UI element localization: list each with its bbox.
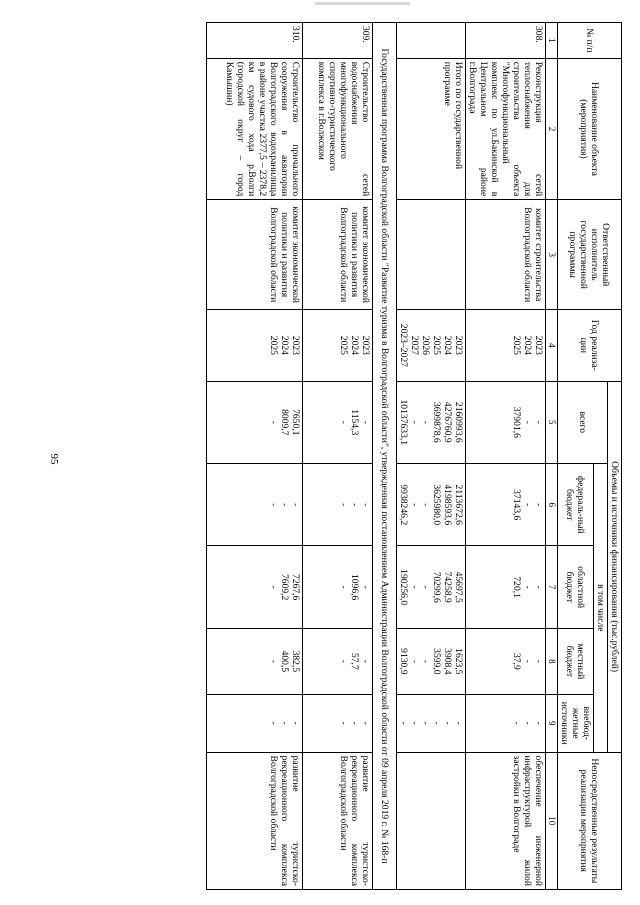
value: - — [398, 721, 410, 725]
header-num: № п/п — [557, 23, 621, 59]
column-index: 7 — [546, 546, 557, 628]
value: - — [409, 585, 421, 589]
result-cell: развитие туристско-рекреационного комплекса Волгоградской области — [303, 752, 373, 889]
regional-cell — [397, 546, 466, 628]
value: 382,5 — [290, 650, 302, 673]
year: 2023 — [453, 335, 465, 355]
row-number: 308. — [466, 23, 546, 59]
value: - — [409, 721, 421, 725]
value: 7609,2 — [279, 573, 291, 601]
result-cell: развитие туристско-рекреационного комплекса Волгоградской области — [207, 752, 303, 889]
total-cell — [397, 381, 466, 463]
year: 2025 — [338, 335, 349, 355]
column-index: 10 — [546, 752, 557, 889]
total-cell — [466, 381, 546, 463]
value: - — [268, 585, 279, 589]
object-name: Строительство причального сооружения в акватории Волгоградского водохранилища в районе участка 2377,5 – 2378,2 км судового хода р.Волги (городской округ – город Камышин) — [207, 58, 303, 200]
value: 3699878,6 — [431, 401, 443, 443]
total-label: Итого по государственной программе — [397, 58, 466, 200]
value: - — [420, 503, 432, 507]
extrabudget-cell — [466, 694, 546, 752]
header-year: Год реализа-ции — [557, 310, 621, 381]
object-name: Строительство сетей водоснабжения многофункционального спортивно-туристического комплекса в г.Волжском — [303, 58, 373, 200]
total-cell — [207, 381, 303, 463]
executor: комитет строительства Волгоградской области — [466, 200, 546, 310]
regional-cell — [207, 546, 303, 628]
column-index: 9 — [546, 694, 557, 752]
value: - — [268, 659, 279, 663]
value: - — [522, 659, 534, 663]
federal-cell — [207, 464, 303, 546]
value: 3599,0 — [431, 648, 443, 675]
value: - — [349, 503, 361, 507]
extrabudget-cell — [303, 694, 373, 752]
value: 720,1 — [511, 576, 523, 598]
financing-table — [206, 22, 622, 890]
header-volume: Объемы и источники финансирования (тыс.рублей) — [607, 381, 621, 752]
row-number: 309. — [303, 23, 373, 59]
value: 2160993,6 — [453, 401, 465, 443]
value: - — [290, 721, 302, 725]
years-cell — [397, 310, 466, 381]
column-index: 8 — [546, 628, 557, 694]
executor: комитет экономической политики и развития Волгоградской области — [207, 200, 303, 310]
value: - — [533, 420, 545, 424]
value: - — [360, 503, 372, 507]
year: 2023 — [290, 335, 302, 355]
column-index: 2 — [546, 58, 557, 200]
value: - — [360, 721, 372, 725]
value: - — [522, 585, 534, 589]
column-index: 5 — [546, 381, 557, 463]
value: 37901,6 — [511, 406, 523, 438]
value: - — [522, 420, 534, 424]
rotated-page — [77, 22, 622, 890]
value: 1096,6 — [349, 573, 361, 601]
value: - — [533, 585, 545, 589]
local-cell — [466, 628, 546, 694]
header-name: Наименование объекта (мероприятия) — [557, 58, 621, 200]
value: - — [409, 659, 421, 663]
value: 190256,0 — [398, 569, 410, 606]
value: - — [522, 721, 534, 725]
year: 2023 — [533, 335, 545, 355]
regional-cell — [303, 546, 373, 628]
program-title-row — [373, 23, 397, 890]
years-cell — [303, 310, 373, 381]
value: - — [420, 721, 432, 725]
extrabudget-cell — [397, 694, 466, 752]
year: 2023–2027 — [398, 323, 410, 367]
row-number: 310. — [207, 23, 303, 59]
value: 4198593,6 — [442, 484, 454, 526]
value: - — [360, 659, 372, 663]
value: - — [409, 503, 421, 507]
value: - — [453, 721, 465, 725]
year: 2023 — [360, 335, 372, 355]
value: 74258,9 — [442, 571, 454, 603]
federal-cell — [466, 464, 546, 546]
value: 9938246,2 — [398, 484, 410, 526]
table-row-total — [397, 23, 466, 890]
result-cell — [397, 752, 466, 889]
top-edge-mark — [315, 2, 410, 5]
value: - — [279, 721, 291, 725]
header-regional: областной бюджет — [557, 546, 593, 628]
local-cell — [397, 628, 466, 694]
value: 37143,6 — [511, 489, 523, 521]
value: - — [360, 420, 372, 424]
year: 2024 — [522, 335, 534, 355]
column-index: 4 — [546, 310, 557, 381]
value: 4276760,9 — [442, 401, 454, 443]
header-local: местный бюджет — [557, 628, 593, 694]
header-federal: федераль-ный бюджет — [557, 464, 593, 546]
value: 45697,5 — [453, 571, 465, 603]
program-title: Государственная программа Волгоградской области "Развитие туризма в Волгоградской области", утвержденная постановлением Администрации Волгоградской области от 09 апреля 2019 г. № 168-п — [373, 23, 397, 890]
value: - — [338, 721, 349, 725]
year: 2027 — [409, 335, 421, 355]
value: - — [533, 503, 545, 507]
value: - — [442, 721, 454, 725]
column-index: 1 — [546, 23, 557, 59]
value: 9130,9 — [398, 648, 410, 675]
year: 2024 — [442, 335, 454, 355]
year: 2026 — [420, 335, 432, 355]
value: - — [268, 721, 279, 725]
value: - — [290, 503, 302, 507]
value: - — [360, 585, 372, 589]
executor — [397, 200, 466, 310]
header-extrabudget: внебюд-жетные источники — [557, 694, 593, 752]
table-row-309 — [303, 23, 373, 890]
page-number: 95 — [48, 453, 60, 465]
value: - — [338, 585, 349, 589]
value: 10137633,1 — [398, 399, 410, 446]
year: 2025 — [268, 335, 279, 355]
value: - — [268, 420, 279, 424]
value: - — [349, 721, 361, 725]
value: 2113672,6 — [453, 484, 465, 525]
local-cell — [207, 628, 303, 694]
extrabudget-cell — [207, 694, 303, 752]
table-row-310 — [207, 23, 303, 890]
value: 70299,6 — [431, 571, 443, 603]
value: 1154,3 — [349, 409, 361, 436]
year: 2024 — [279, 335, 291, 355]
value: 37,9 — [511, 652, 523, 670]
header-total: всего — [557, 381, 607, 463]
header-including: в том числе — [593, 464, 607, 753]
value: 3908,4 — [442, 648, 454, 675]
value: - — [533, 659, 545, 663]
value: 8009,7 — [279, 409, 291, 436]
object-name: Реконструкция сетей теплоснабжения для строительства объекта "Многофункциональный комплекс по ул.Бакинской в Центральном районе г.Волгограда — [466, 58, 546, 200]
year: 2025 — [431, 335, 443, 355]
value: 7650,1 — [290, 409, 302, 436]
federal-cell — [397, 464, 466, 546]
value: - — [338, 659, 349, 663]
value: - — [533, 721, 545, 725]
column-index: 6 — [546, 464, 557, 546]
years-cell — [466, 310, 546, 381]
years-cell — [207, 310, 303, 381]
value: - — [279, 503, 291, 507]
value: - — [511, 721, 523, 725]
year: 2024 — [349, 335, 361, 355]
federal-cell — [303, 464, 373, 546]
total-cell — [303, 381, 373, 463]
header-exec: Ответственный исполнитель государственной программы — [557, 200, 621, 310]
value: 3625980,0 — [431, 484, 443, 526]
value: - — [420, 585, 432, 589]
value: 57,7 — [349, 652, 361, 670]
value: - — [522, 503, 534, 507]
result-cell: обеспечение инженерной инфраструктурой жилой застройки в Волгограде — [466, 752, 546, 889]
column-index-row — [546, 23, 557, 890]
value: - — [409, 420, 421, 424]
column-index: 3 — [546, 200, 557, 310]
executor: комитет экономической политики и развития Волгоградской области — [303, 200, 373, 310]
regional-cell — [466, 546, 546, 628]
row-number — [397, 23, 466, 59]
table-row-308 — [466, 23, 546, 890]
value: - — [268, 503, 279, 507]
value: 1623,5 — [453, 648, 465, 675]
year: 2025 — [511, 335, 523, 355]
local-cell — [303, 628, 373, 694]
value: - — [431, 721, 443, 725]
value: - — [338, 503, 349, 507]
value: - — [420, 659, 432, 663]
value: 400,5 — [279, 650, 291, 673]
value: - — [420, 420, 432, 424]
value: 7267,6 — [290, 573, 302, 601]
value: - — [338, 420, 349, 424]
header-result: Непосредственные результаты реализации мероприятия — [557, 752, 621, 889]
